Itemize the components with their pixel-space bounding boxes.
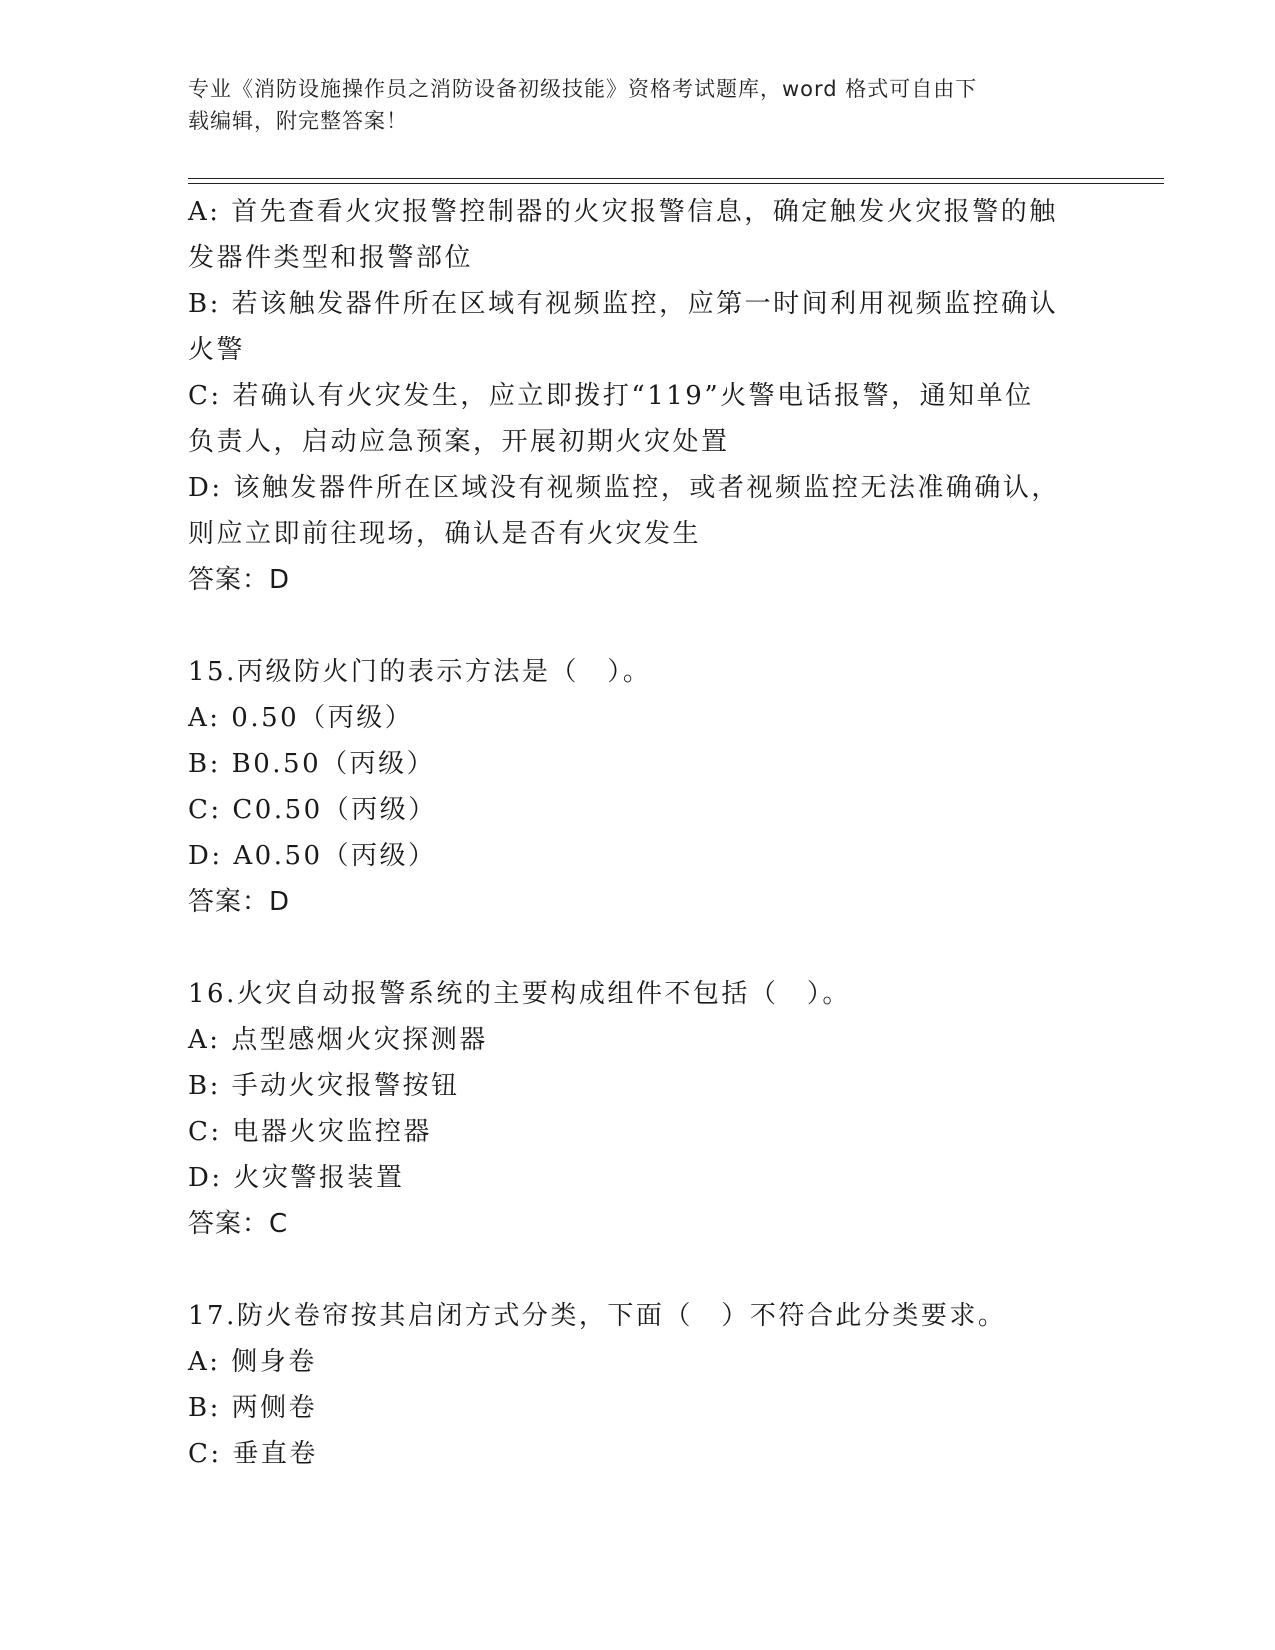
answer-line: 答案：C xyxy=(188,1209,289,1239)
option-d: D: A0.50（丙级） xyxy=(188,841,437,871)
option-c: C: 电器火灾监控器 xyxy=(188,1117,432,1147)
option-c-line-1: C: 若确认有火灾发生，应立即拨打“119”火警电话报警，通知单位 xyxy=(188,381,1034,411)
question-stem: 17.防火卷帘按其启闭方式分类，下面（ ）不符合此分类要求。 xyxy=(188,1301,1007,1331)
option-a-line-1: A: 首先查看火灾报警控制器的火灾报警信息，确定触发火灾报警的触 xyxy=(188,197,1058,227)
question-stem: 16.火灾自动报警系统的主要构成组件不包括（ ）。 xyxy=(188,979,851,1009)
header-line-2: 载编辑，附完整答案！ xyxy=(188,109,408,133)
document-header xyxy=(188,73,1088,137)
answer-line: 答案：D xyxy=(188,565,291,595)
spacer xyxy=(188,925,1088,971)
option-d-line-2: 则应立即前往现场，确认是否有火灾发生 xyxy=(188,519,702,549)
spacer xyxy=(188,1247,1088,1293)
option-b: B: 两侧卷 xyxy=(188,1393,318,1423)
option-d-line-1: D: 该触发器件所在区域没有视频监控，或者视频监控无法准确确认， xyxy=(188,473,1060,503)
option-a: A: 侧身卷 xyxy=(188,1347,317,1377)
option-a: A: 点型感烟火灾探测器 xyxy=(188,1025,488,1055)
option-c: C: 垂直卷 xyxy=(188,1439,318,1469)
question-15 xyxy=(188,649,1088,925)
question-stem: 15.丙级防火门的表示方法是（ ）。 xyxy=(188,657,652,687)
header-divider-bottom xyxy=(188,183,1164,184)
spacer xyxy=(188,603,1088,649)
option-b: B: 手动火灾报警按钮 xyxy=(188,1071,460,1101)
option-a-line-2: 发器件类型和报警部位 xyxy=(188,243,474,273)
option-c-line-2: 负责人，启动应急预案，开展初期火灾处置 xyxy=(188,427,730,457)
answer-line: 答案：D xyxy=(188,887,291,917)
option-a: A: 0.50（丙级） xyxy=(188,703,414,733)
question-17 xyxy=(188,1293,1088,1477)
question-14-continued xyxy=(188,189,1088,603)
header-line-1: 专业《消防设施操作员之消防设备初级技能》资格考试题库，word 格式可自由下 xyxy=(188,77,978,101)
option-b-line-1: B: 若该触发器件所在区域有视频监控，应第一时间利用视频监控确认 xyxy=(188,289,1059,319)
option-c: C: C0.50（丙级） xyxy=(188,795,437,825)
option-b-line-2: 火警 xyxy=(188,335,246,365)
option-d: D: 火灾警报装置 xyxy=(188,1163,405,1193)
header-divider-top xyxy=(188,178,1164,179)
question-16 xyxy=(188,971,1088,1247)
option-b: B: B0.50（丙级） xyxy=(188,749,436,779)
question-list xyxy=(188,189,1088,1477)
